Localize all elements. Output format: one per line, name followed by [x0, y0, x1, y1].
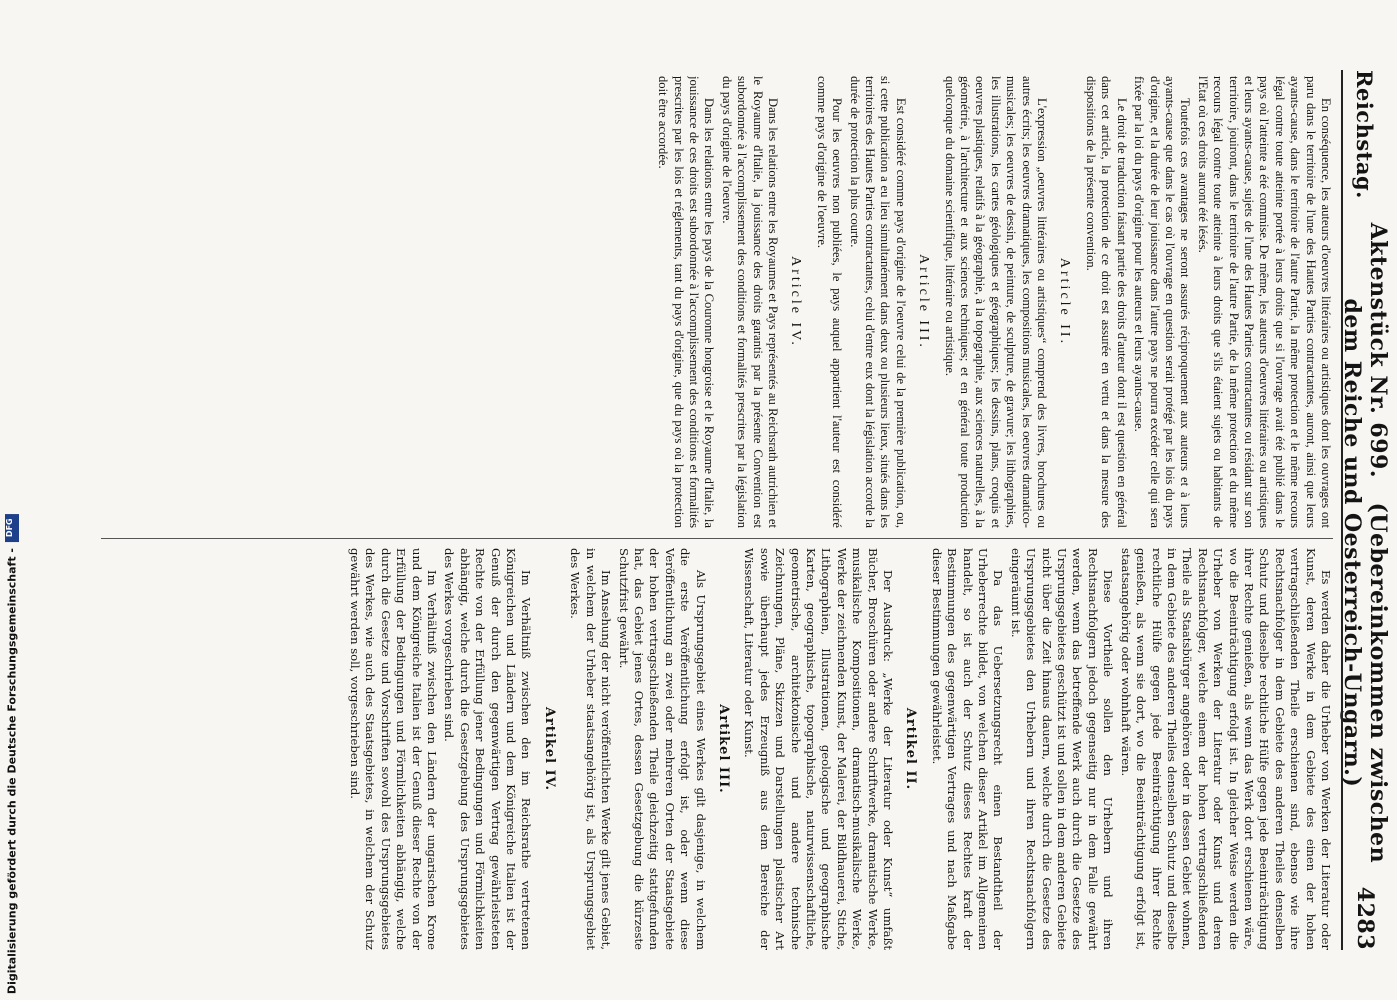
header-title	[1339, 199, 1391, 887]
fr-article-2-heading: Article II.	[1057, 257, 1073, 347]
de-article-3-heading: Artikel III.	[715, 704, 731, 794]
digitization-credit	[2, 0, 22, 1000]
german-column	[101, 548, 1333, 950]
de-intro-paragraph: Es werden daher die Urheber von Werken der Literatur oder Kunst, deren Werke in dem Gebiete des einen der hohen vertragschließenden Theile erschienen sind, ebenso wie ihre Rechtsnachfolger in dem Gebiete des anderen Theiles denselben Schutz und dieselbe rechtliche Hülfe gegen jede Beeinträchtigung ihrer Rechte genießen, als wenn das Werk dort erschienen wäre, wo die Beeinträchtigung erfolgt ist. In gleicher Weise werden die Urheber von Werken der Literatur oder Kunst und deren Rechtsnachfolger, welche einem der hohen vertragschließenden Theile als Staatsbürger angehören oder in dessen Gebiet wohnen, in dem Gebiete des anderen Theiles denselben Schutz und dieselbe rechtliche Hülfe gegen jede Beeinträchtigung ihrer Rechte genießen, als wenn sie dort, wo die Beeinträchtigung erfolgt ist, staatsangehörig oder wohnhaft wären.	[1118, 548, 1333, 950]
dfg-logo-icon: DFG	[5, 514, 19, 542]
de-intro-paragraph: Da das Uebersetzungsrecht einen Bestandtheil der Urheberrechte bildet, von welchen dieser Artikel im Allgemeinen handelt, so ist auch der Schutz dieses Rechtes kraft der Bestimmungen des gegenwärtigen Vertrages und nach Maßgabe dieser Bestimmungen gewährleistet.	[929, 548, 1006, 950]
fr-article-4-paragraph: Dans les relations entre les Royaumes et Pays représentés au Reichsrath autrichien et le Royaume d'Italie, la jouissance des droits garantis par la présente Convention est subordonnée à l'accomplissement des conditions et formalités prescrites par la législation du pays d'origine de l'oeuvre.	[719, 76, 780, 528]
de-intro-paragraph: Diese Vortheile sollen den Urhebern und ihren Rechtsnachfolgern jedoch gegenseitig nur in dem Falle gewährt werden, wenn das betreffende Werk auch durch die Gesetze des Ursprungsgebietes geschützt ist und sollen in dem anderen Gebiete nicht über die Zeit hinaus dauern, welche durch die Gesetze des Ursprungsgebietes den Urhebern und ihren Rechtsnachfolgern eingeräumt ist.	[1008, 548, 1116, 950]
french-column	[101, 76, 1333, 528]
fr-article-3-heading: Article III.	[916, 254, 932, 350]
fr-intro-paragraph: Le droit de traduction faisant partie des droits d'auteur dont il est question en général dans cet article, la protection de ce droit est assurée en vertu et dans la mesure des dispositions de la présente convention.	[1083, 76, 1129, 528]
de-article-3-paragraph: Als Ursprungsgebiet eines Werkes gilt dasjenige, in welchem die erste Veröffentlichung erfolgt ist, oder wenn diese Veröffentlichung an zwei oder mehreren Orten der Staatsgebiete der hohen vertragschließenden Theile gleichzeitig stattgefunden hat, das Gebiet jenes Ortes, dessen Gesetzgebung die kürzeste Schutzfrist gewährt.	[616, 548, 708, 950]
de-article-4-paragraph: Im Verhältniß zwischen den Ländern der ungarischen Krone und dem Königreiche Italien ist der Genuß dieser Rechte von der Erfüllung der Bedingungen und Förmlichkeiten abhängig, welche durch die Gesetze und Vorschriften sowohl des Ursprungsgebietes des Werkes, wie auch des Staatsgebietes, in welchem der Schutz gewährt werden soll, vorgeschrieben sind.	[348, 548, 440, 950]
fr-article-2-paragraph: L'expression „oeuvres littéraires ou artistiques“ comprend des livres, brochures ou autres écrits; les oeuvres dramatiques, les compositions musicales, les oeuvres dramatico-musicales; les oeuvres de dessin, de peinture, de sculpture, de gravure; les lithographies, les illustrations, les cartes géologiques et géographiques; les dessins, plans, croquis et oeuvres plastiques, relatifs à la géographie, à la topographie, aux sciences naturelles, à la géométrie, à l'architecture et aux sciences techniques; et en général toute production quelconque du domaine scientifique, littéraire ou artistique.	[942, 76, 1050, 528]
fr-intro-paragraph: En conséquence, les auteurs d'oeuvres littéraires ou artistiques dont les ouvrages ont paru dans le territoire de l'une des Hautes Parties contractantes, auront, ainsi que leurs ayants-cause, dans le territoire de l'autre Partie, la même protection et le même recours légal contre toute atteinte portée à leurs droits que si l'ouvrage avait été publié dans le pays où l'atteinte a été commise. De même, les auteurs d'oeuvres littéraires ou artistiques et leurs ayants-cause, sujets de l'une des Hautes Parties contractantes ou résidant sur son territoire, jouiront, dans le territoire de l'autre Partie, de la même protection et du même recours légal contre toute atteinte à leurs droits que s'ils étaient sujets ou habitants de l'Etat où ces droits auront été lésés.	[1195, 76, 1333, 528]
fr-article-3-paragraph: Est considéré comme pays d'origine de l'oeuvre celui de la première publication, ou, si cette publication a eu lieu simultanément dans deux ou plusieurs lieux, situés dans les territoires des Hautes Parties contractantes, celui d'entre eux dont la législation accorde la durée de protection la plus courte.	[847, 76, 908, 528]
de-article-4-heading: Artikel IV.	[541, 706, 557, 792]
de-article-3-paragraph: Im Ansehung der nicht veröffentlichten Werke gilt jenes Gebiet, in welchem der Urheber staatsangehörig ist, als Ursprungsgebiet des Werkes.	[568, 548, 614, 950]
fr-intro-paragraph: Toutefois ces avantages ne seront assurés réciproquement aux auteurs et à leurs ayants-cause que dans le cas où l'ouvrage en question serait protégé par les lois du pays d'origine, et la durée de leur jouissance dans l'autre pays ne pourra excéder celle qui sera fixée par la loi du pays d'origine pour les auteurs et leurs ayants-cause.	[1132, 76, 1193, 528]
header-subtitle: (Uebereinkommen zwischen dem Reiche und Oesterreich-Ungarn.)	[1339, 298, 1391, 864]
fr-article-4-heading: Article IV.	[788, 256, 804, 348]
credit-text: Digitalisierung gefördert durch die Deutsche Forschungsgemeinschaft -	[5, 547, 19, 994]
fr-article-3-paragraph: Pour les oeuvres non publiées, le pays auquel appartient l'auteur est considéré comme pays d'origine de l'oeuvre.	[814, 76, 845, 528]
page-header	[1339, 70, 1391, 950]
header-reichstag: Reichstag.	[1352, 70, 1378, 199]
fr-article-4-paragraph: Dans les relations entre les pays de la Couronne hongroise et le Royaume d'Italie, la jouissance de ces droits est subordonnée à l'accomplissement des conditions et formalités prescrites par les lois et réglements, tant du pays d'origine, que du pays où la protection doit être accordée.	[656, 76, 717, 528]
column-divider	[101, 538, 1333, 539]
header-aktenstueck: Aktenstück Nr. 699.	[1365, 222, 1391, 479]
de-article-4-paragraph: Im Verhältniß zwischen den im Reichsrathe vertretenen Königreichen und Ländern und dem Königreiche Italien ist der Genuß der durch den gegenwärtigen Vertrag gewährleisteten Rechte von der Erfüllung jener Bedingungen und Förmlichkeiten abhängig, welche durch die Gesetzgebung des Ursprungsgebietes des Werkes vorgeschrieben sind.	[442, 548, 534, 950]
de-article-2-heading: Artikel II.	[903, 707, 919, 791]
header-rule	[1341, 70, 1343, 950]
de-article-2-paragraph: Der Ausdruck: „Werke der Literatur oder Kunst“ umfaßt Bücher, Broschüren oder andere Schriftwerke, dramatische Werke, musikalische Kompositionen, dramatisch-musikalische Werke, Werke der zeichnenden Kunst, der Malerei, der Bildhauerei, Stiche, Lithographien, Illustrationen, geologische und geographische Karten, geographische, topographische, naturwissenschaftliche, geometrische, architektonische und andere technische Zeichnungen, Pläne, Skizzen und Darstellungen plastischer Art sowie überhaupt jedes Erzeugniß aus dem Bereiche der Wissenschaft, Literatur oder Kunst.	[742, 548, 896, 950]
page-number: 4283	[1352, 886, 1378, 950]
